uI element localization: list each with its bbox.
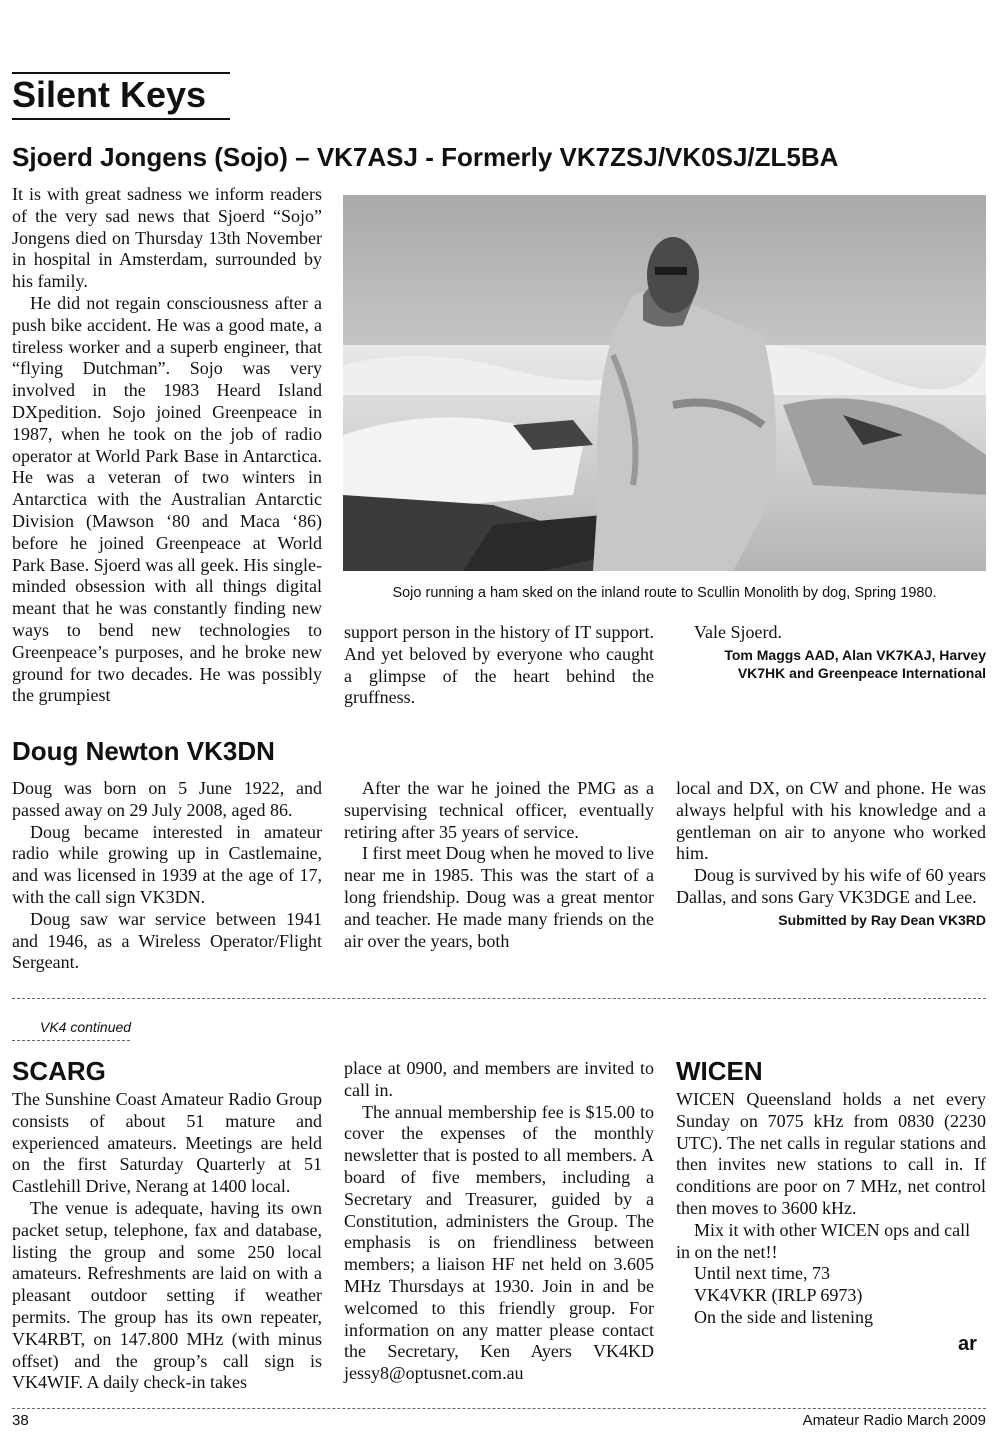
paragraph: local and DX, on CW and phone. He was always helpful with his knowledge and a gentleman on air to anyone who worked him. bbox=[676, 778, 986, 864]
paragraph: Doug is survived by his wife of 60 years Dallas, and sons Gary VK3DGE and Lee. bbox=[676, 865, 986, 907]
footer-rule bbox=[12, 1408, 986, 1409]
sign-off-line: Until next time, 73 bbox=[694, 1263, 830, 1284]
paragraph: support person in the history of IT support. And yet beloved by everyone who caught a glimpse of the heart behind the gruffness. bbox=[344, 622, 654, 708]
obituary-doug-column-3 bbox=[676, 778, 986, 929]
paragraph: WICEN Queensland holds a net every Sunday on 7075 kHz from 0830 (2230 UTC). The net calls in regular stations and then invites new stations to call in. If conditions are poor on 7 MHz, net control then moves to 3600 kHz. bbox=[676, 1089, 986, 1218]
photo-image bbox=[343, 195, 986, 571]
scarg-column-2 bbox=[344, 1058, 654, 1385]
photo-sojo bbox=[343, 195, 986, 571]
wicen-heading: WICEN bbox=[676, 1056, 763, 1086]
paragraph: place at 0900, and members are invited to call in. bbox=[344, 1058, 654, 1100]
paragraph: It is with great sadness we inform readers of the very sad news that Sjoerd “Sojo” Jongens died on Thursday 13th November in hospital in Amsterdam, surrounded by his family. bbox=[12, 184, 322, 292]
scarg-heading: SCARG bbox=[12, 1056, 106, 1086]
obituary-sojo-column-2 bbox=[344, 622, 654, 709]
sign-off-line: VK4VKR (IRLP 6973) bbox=[694, 1285, 863, 1306]
paragraph: The Sunshine Coast Amateur Radio Group consists of about 51 mature and experienced amateurs. Meetings are held on the first Saturday Quarterly at 51 Castlehill Drive, Nerang at 1400 local. bbox=[12, 1089, 322, 1197]
paragraph: After the war he joined the PMG as a supervising technical officer, eventually retiring after 35 years of service. bbox=[344, 778, 654, 842]
paragraph: He did not regain consciousness after a push bike accident. He was a good mate, a tireless worker and a superb engineer, that “flying Dutchman”. Sojo was very involved in the 1983 Heard Island DXpedition. Sojo joined Greenpeace in 1987, when he took on the job of radio operator at World Park Base in Antarctica. He was a veteran of two winters in Antarctica with the Australian Antarctic Division (Mawson ‘80 and Maca ‘86) before he joined Greenpeace at World Park Base. Sjoerd was all geek. His single-minded obsession with all things digital meant that he was constantly finding new ways to bend new technologies to Greenpeace’s purposes, and he broke new ground for two decades. He was possibly the grumpiest bbox=[12, 292, 322, 706]
obituary-doug-column-2 bbox=[344, 778, 654, 952]
obituary-heading-doug: Doug Newton VK3DN bbox=[12, 736, 275, 766]
credit-line: Tom Maggs AAD, Alan VK7KAJ, Harvey VK7HK and Greenpeace International bbox=[724, 646, 986, 681]
sign-off-line: On the side and listening bbox=[694, 1306, 873, 1327]
wicen-column bbox=[676, 1089, 986, 1329]
paragraph: Doug was born on 5 June 1922, and passed away on 29 July 2008, aged 86. bbox=[12, 778, 322, 820]
obituary-heading-sojo: Sjoerd Jongens (Sojo) – VK7ASJ - Formerly VK7ZSJ/VK0SJ/ZL5BA bbox=[12, 142, 839, 172]
section-divider bbox=[12, 998, 986, 999]
paragraph: The venue is adequate, having its own packet setup, telephone, fax and database, listing the group and some 250 local amateurs. Refreshments are laid on with a pleasant outdoor setting if weather permits. The group has its own repeater, VK4RBT, on 147.800 MHz (with minus offset) and the group’s call sign is VK4WIF. A daily check-in takes bbox=[12, 1197, 322, 1393]
scarg-column-1 bbox=[12, 1089, 322, 1394]
credit-line: Submitted by Ray Dean VK3RD bbox=[778, 911, 986, 928]
publication-name: Amateur Radio March 2009 bbox=[802, 1412, 986, 1429]
paragraph: Mix it with other WICEN ops and call in on the net!! bbox=[676, 1219, 971, 1262]
obituary-doug-column-1 bbox=[12, 778, 322, 974]
section-rule-bottom bbox=[12, 118, 230, 120]
paragraph: Doug became interested in amateur radio while growing up in Castlemaine, and was licensed in 1939 at the age of 17, with the call sign VK3DN. bbox=[12, 821, 322, 907]
continued-label: VK4 continued bbox=[40, 1019, 132, 1035]
section-title: Silent Keys bbox=[12, 74, 207, 115]
continued-underline bbox=[12, 1040, 130, 1041]
paragraph: Doug saw war service between 1941 and 1946, as a Wireless Operator/Flight Sergeant. bbox=[12, 908, 322, 973]
end-mark: ar bbox=[958, 1333, 977, 1355]
page-number: 38 bbox=[12, 1412, 29, 1429]
vale-line: Vale Sjoerd. bbox=[694, 622, 782, 642]
photo-caption: Sojo running a ham sked on the inland route to Scullin Monolith by dog, Spring 1980. bbox=[392, 585, 937, 601]
paragraph: I first meet Doug when he moved to live near me in 1985. This was the start of a long friendship. Doug was a great mentor and teacher. He made many friends on the air over the years, both bbox=[344, 843, 654, 951]
obituary-sojo-column-3 bbox=[676, 622, 986, 682]
paragraph: The annual membership fee is $15.00 to cover the expenses of the monthly newsletter that is posted to all members. A board of five members, including a Secretary and Treasurer, guided by a Constitution, administers the Group. The emphasis is on friendliness between members; a liaison HF net held on 3.605 MHz Thursdays at 1930. Join in and be welcomed to this friendly group. For information on any matter please contact the Secretary, Ken Ayers VK4KD jessy8@optusnet.com.au bbox=[344, 1101, 654, 1384]
obituary-sojo-column-1 bbox=[12, 184, 322, 707]
